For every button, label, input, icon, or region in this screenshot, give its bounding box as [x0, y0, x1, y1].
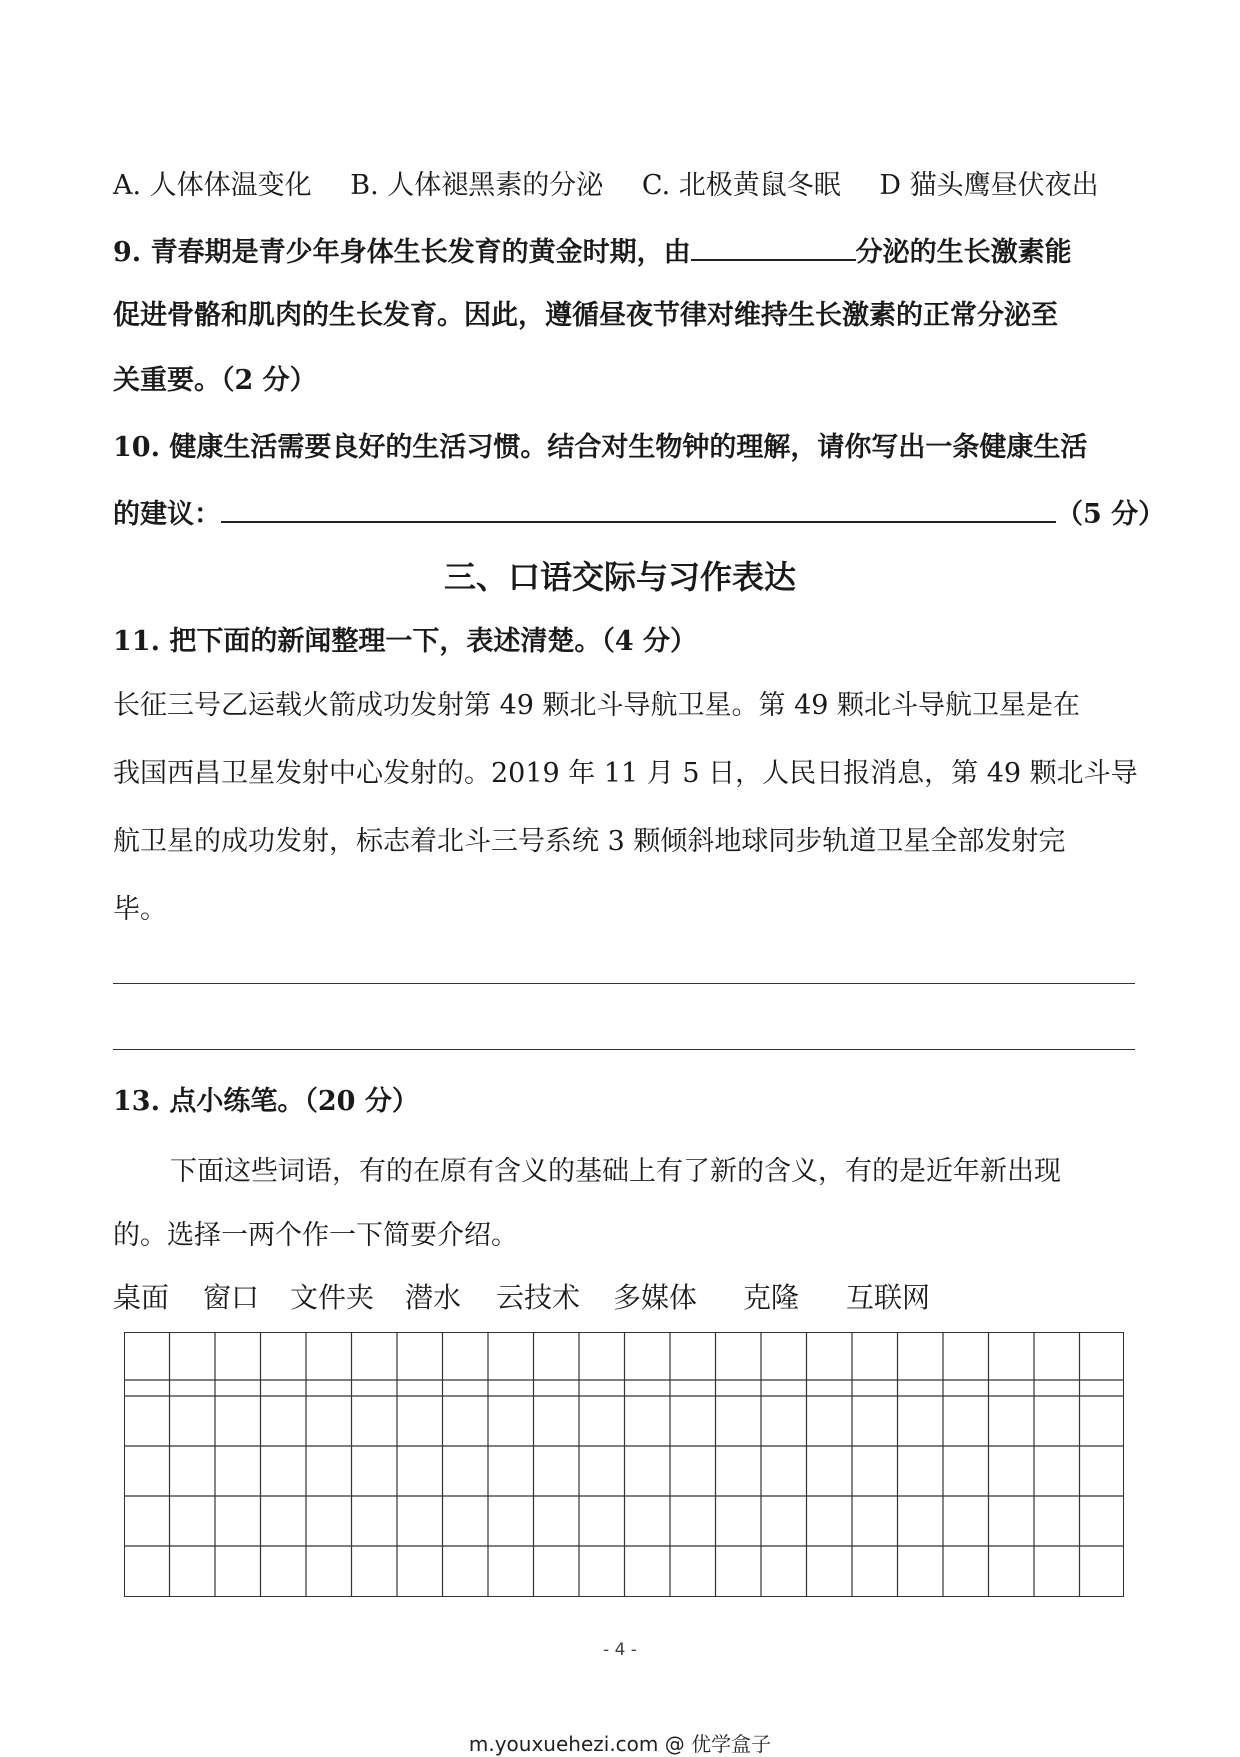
- word-item: 潜水: [405, 1281, 462, 1314]
- q13-title: 13. 点小练笔。（20 分）: [113, 1086, 419, 1117]
- answer-line[interactable]: [113, 983, 1135, 984]
- q9-answer-blank[interactable]: [691, 231, 856, 261]
- q9-text-start: 9. 青春期是青少年身体生长发育的黄金时期，由: [113, 237, 691, 268]
- word-item: 多媒体: [613, 1281, 698, 1314]
- option-d: D 猫头鹰昼伏夜出: [879, 170, 1099, 201]
- q13-description-line2: 的。选择一两个作一下简要介绍。: [113, 1220, 518, 1251]
- q10-text-start: 的建议：: [113, 499, 221, 530]
- q10-score: （5 分）: [1056, 499, 1166, 530]
- word-item: 云技术: [496, 1281, 581, 1314]
- word-item: 克隆: [743, 1281, 800, 1314]
- word-item: 互联网: [846, 1281, 931, 1314]
- q9-line3: 关重要。（2 分）: [113, 365, 317, 396]
- q9-line2: 促进骨骼和肌肉的生长发育。因此，遵循昼夜节律对维持生长激素的正常分泌至: [113, 300, 1058, 331]
- page-number: - 4 -: [603, 1640, 637, 1660]
- writing-grid[interactable]: [124, 1332, 1124, 1597]
- q11-news-line: 航卫星的成功发射，标志着北斗三号系统 3 颗倾斜地球同步轨道卫星全部发射完: [113, 826, 1066, 857]
- footer-watermark[interactable]: m.youxuehezi.com @ 优学盒子: [468, 1732, 772, 1756]
- word-item: 文件夹: [290, 1281, 375, 1314]
- option-c: C. 北极黄鼠冬眠: [641, 170, 841, 201]
- q9-text-end: 分泌的生长激素能: [855, 237, 1072, 268]
- grid-lines: [124, 1332, 1124, 1597]
- word-item: 窗口: [203, 1281, 260, 1314]
- word-item: 桌面: [113, 1281, 170, 1314]
- q11-title: 11. 把下面的新闻整理一下，表述清楚。（4 分）: [113, 626, 698, 657]
- q10-line2: [113, 493, 1166, 535]
- q11-news-line: 我国西昌卫星发射中心发射的。2019 年 11 月 5 日，人民日报消息，第 49 颗北斗导: [113, 758, 1138, 789]
- q10-answer-blank[interactable]: [221, 493, 1056, 523]
- section-3-title: 三、口语交际与习作表达: [443, 558, 796, 596]
- answer-line[interactable]: [113, 1049, 1135, 1050]
- q11-news-line: 长征三号乙运载火箭成功发射第 49 颗北斗导航卫星。第 49 颗北斗导航卫星是在: [113, 690, 1081, 721]
- q13-description-line1: 下面这些词语，有的在原有含义的基础上有了新的含义，有的是近年新出现: [170, 1156, 1061, 1187]
- q9-line1: [113, 231, 1132, 273]
- option-b: B. 人体褪黑素的分泌: [350, 170, 604, 201]
- q11-news-line: 毕。: [113, 894, 167, 925]
- q8-options: [113, 166, 1132, 206]
- q10-line1: 10. 健康生活需要良好的生活习惯。结合对生物钟的理解，请你写出一条健康生活: [113, 432, 1088, 463]
- option-a: A. 人体体温变化: [113, 170, 312, 201]
